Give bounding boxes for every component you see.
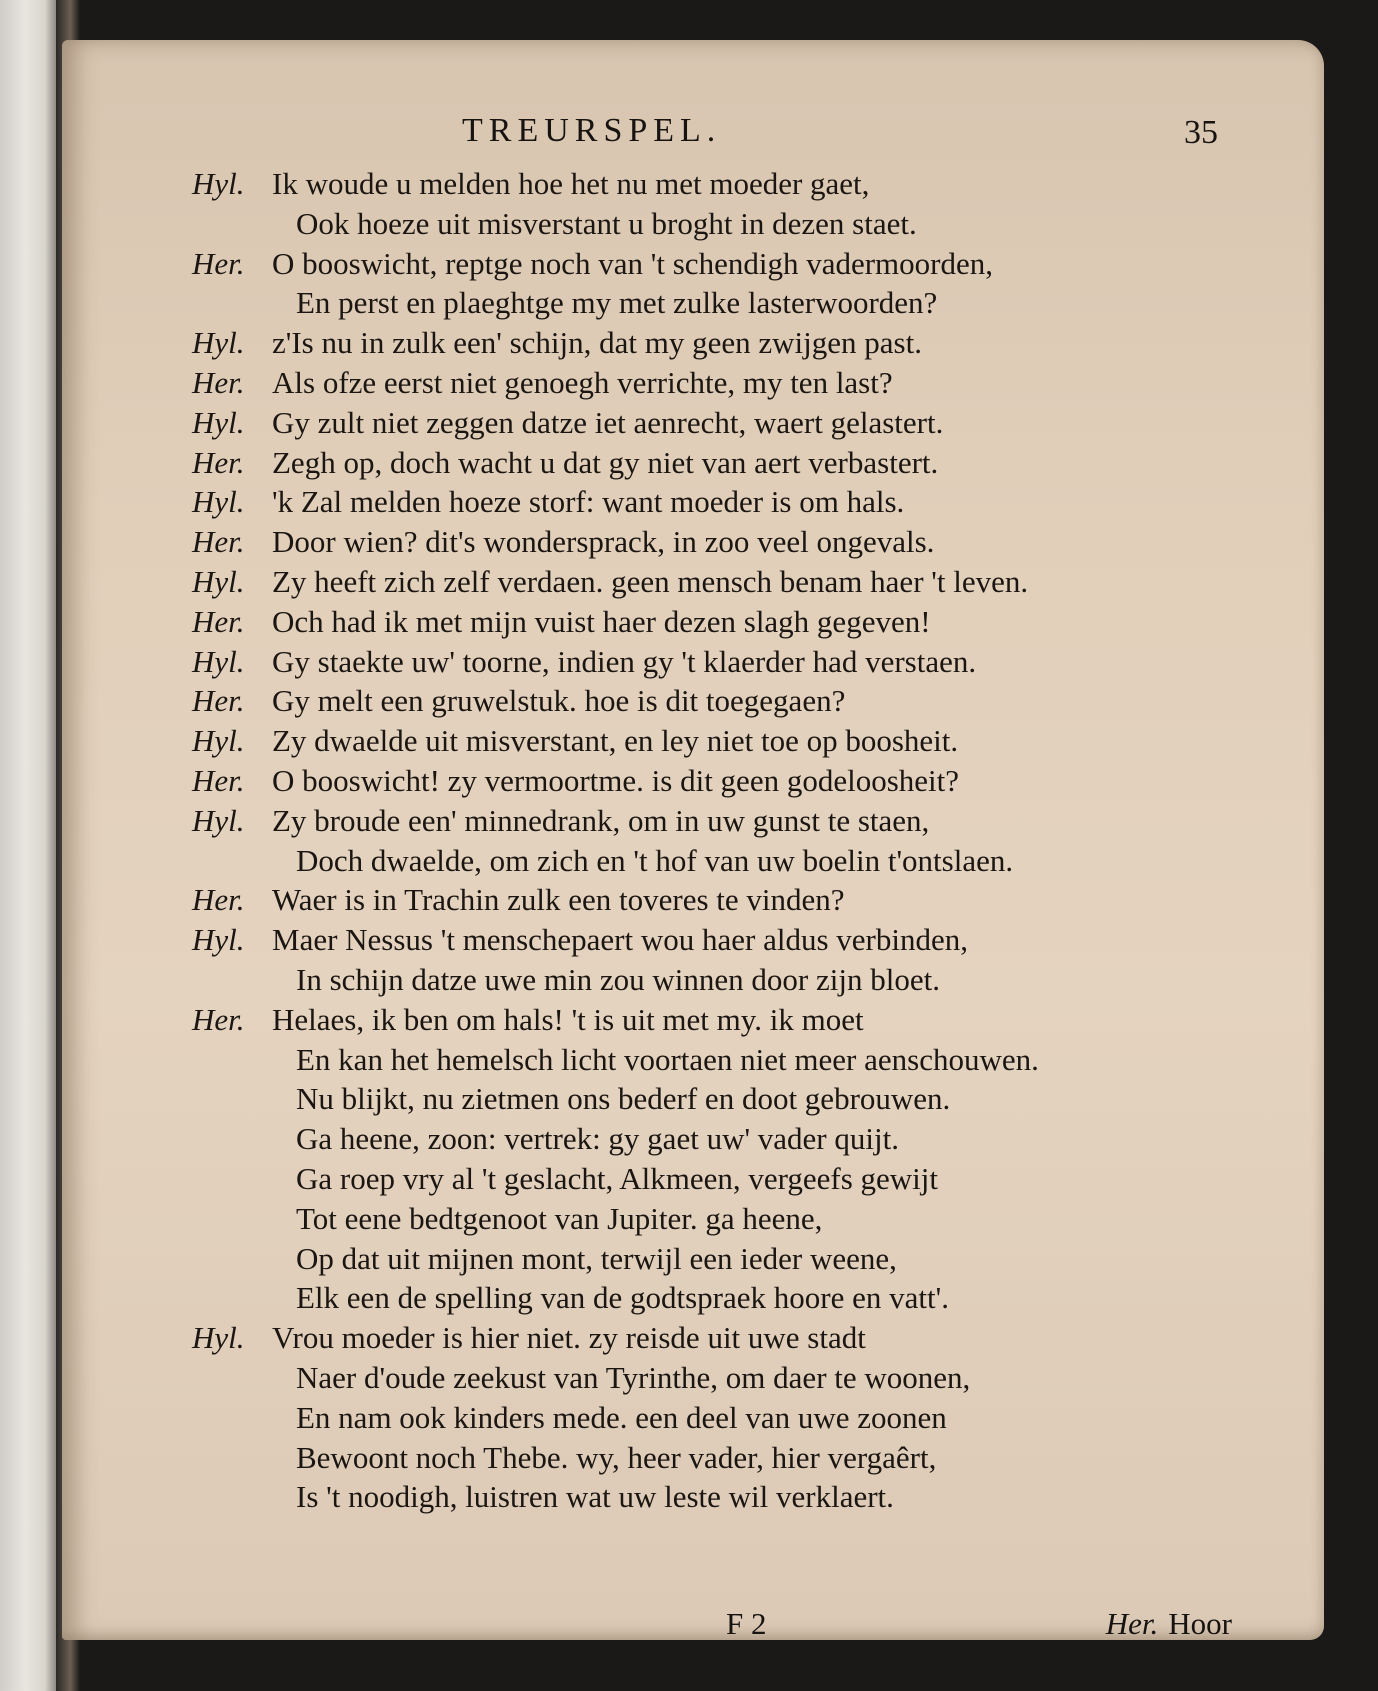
speaker-label: Hyl. [192,563,245,599]
signature-mark: F 2 [726,1606,767,1640]
verse-text: Ik woude u melden hoe het nu met moeder gaet, [272,166,870,201]
verse-text: Nu blijkt, nu zietmen ons bederf en doot gebrouwen. [296,1081,951,1117]
verse-text: Door wien? dit's wondersprack, in zoo veel ongevals. [272,524,935,560]
verse-line [192,642,1232,682]
verse-text: En nam ook kinders mede. een deel van uwe zoonen [296,1399,947,1435]
verse-text: Ga heene, zoon: vertrek: gy gaet uw' vader quijt. [296,1121,899,1157]
verse-line [192,1159,1232,1199]
verse-line [192,363,1232,403]
verse-line [192,960,1232,1000]
page-number: 35 [1184,114,1218,151]
speaker-label: Hyl. [192,166,245,201]
verse-line [192,443,1232,483]
speaker-label: Her. [192,524,245,560]
speaker-label: Hyl. [192,643,245,679]
verse-text: En perst en plaeghtge my met zulke lasterwoorden? [296,285,938,321]
verse-text: Is 't noodigh, luistren wat uw leste wil verklaert. [296,1479,894,1515]
verse-line [192,761,1232,801]
verse-line [192,1000,1232,1040]
verse-line [192,244,1232,284]
verse-text: Zegh op, doch wacht u dat gy niet van aert verbastert. [272,444,939,480]
catchword-speaker: Her. [1105,1606,1159,1640]
verse-text: Gy staekte uw' toorne, indien gy 't klaerder had verstaen. [272,643,977,679]
catchword-text: Hoor [1168,1606,1232,1640]
verse-line [192,1318,1232,1358]
speaker-label: Hyl. [192,723,245,759]
verse-text: Ga roep vry al 't geslacht, Alkmeen, vergeefs gewijt [296,1160,939,1196]
verse-line [192,403,1232,443]
verse-text: z'Is nu in zulk een' schijn, dat my geen zwijgen past. [272,325,922,361]
verse-text: In schijn datze uwe min zou winnen door zijn bloet. [296,961,940,997]
speaker-label: Hyl. [192,325,245,361]
speaker-label: Her. [192,364,245,400]
verse-line [192,1199,1232,1239]
verse-text: Gy zult niet zeggen datze iet aenrecht, waert gelastert. [272,404,944,440]
verse-line [192,1358,1232,1398]
verse-text: Elk een de spelling van de godtspraek hoore en vatt'. [296,1280,949,1316]
facing-page-edge [0,0,56,1691]
verse-text: En kan het hemelsch licht voortaen niet meer aenschouwen. [296,1041,1039,1077]
speaker-label: Her. [192,882,245,918]
verse-text: 'k Zal melden hoeze storf: want moeder is om hals. [272,484,905,520]
verse-text: O booswicht! zy vermoortme. is dit geen godeloosheit? [272,762,960,798]
verse-line [192,880,1232,920]
verse-line [192,1278,1232,1318]
verse-text: Zy dwaelde uit misverstant, en ley niet toe op boosheit. [272,723,959,759]
speaker-label: Her. [192,683,245,719]
speaker-label: Hyl. [192,404,245,440]
verse-text: Op dat uit mijnen mont, terwijl een ieder weene, [296,1240,897,1276]
verse-text: Zy heeft zich zelf verdaen. geen mensch benam haer 't leven. [272,563,1029,599]
verse-line [192,1119,1232,1159]
verse-line [192,164,1232,204]
verse-line [192,482,1232,522]
speaker-label: Her. [192,603,245,639]
speaker-label: Hyl. [192,802,245,838]
verse-line [192,283,1232,323]
verse-text: Tot eene bedtgenoot van Jupiter. ga heene, [296,1200,823,1236]
verse-text: Doch dwaelde, om zich en 't hof van uw boelin t'ontslaen. [296,842,1014,878]
verse-line [192,562,1232,602]
verse-text: Als ofze eerst niet genoegh verrichte, my ten last? [272,364,893,400]
verse-text: Gy melt een gruwelstuk. hoe is dit toegegaen? [272,683,846,719]
speaker-label: Her. [192,245,245,281]
verse-line [192,323,1232,363]
page-content [62,40,1324,1640]
verse-line [192,801,1232,841]
speaker-label: Her. [192,762,245,798]
verse-line [192,1398,1232,1438]
page-header [62,112,1324,162]
verse-line [192,1239,1232,1279]
verse-line [192,204,1232,244]
verse-line [192,1040,1232,1080]
verse-line [192,1477,1232,1517]
verse-line [192,841,1232,881]
verse-text: Zy broude een' minnedrank, om in uw gunst te staen, [272,802,930,838]
verse-line [192,1079,1232,1119]
verse-block [192,164,1232,1517]
running-head: TREURSPEL. [462,112,722,149]
verse-line [192,1438,1232,1478]
verse-line [192,721,1232,761]
verse-line [192,522,1232,562]
verse-text: Helaes, ik ben om hals! 't is uit met my. ik moet [272,1001,864,1037]
speaker-label: Hyl. [192,484,245,520]
verse-text: Maer Nessus 't menschepaert wou haer aldus verbinden, [272,922,968,958]
speaker-label: Her. [192,444,245,480]
verse-text: Och had ik met mijn vuist haer dezen slagh gegeven! [272,603,931,639]
page-footer [62,1606,1324,1640]
book-page [62,40,1324,1640]
catchword [1106,1606,1232,1640]
verse-line [192,602,1232,642]
verse-text: Naer d'oude zeekust van Tyrinthe, om daer te woonen, [296,1359,971,1395]
verse-line [192,920,1232,960]
verse-text: O booswicht, reptge noch van 't schendigh vadermoorden, [272,245,993,281]
verse-text: Ook hoeze uit misverstant u broght in dezen staet. [296,205,917,241]
verse-text: Waer is in Trachin zulk een toveres te vinden? [272,882,845,918]
speaker-label: Her. [192,1001,245,1037]
verse-text: Bewoont noch Thebe. wy, heer vader, hier vergaêrt, [296,1439,937,1475]
speaker-label: Hyl. [192,1320,245,1356]
verse-text: Vrou moeder is hier niet. zy reisde uit uwe stadt [272,1320,866,1356]
verse-line [192,681,1232,721]
speaker-label: Hyl. [192,922,245,958]
